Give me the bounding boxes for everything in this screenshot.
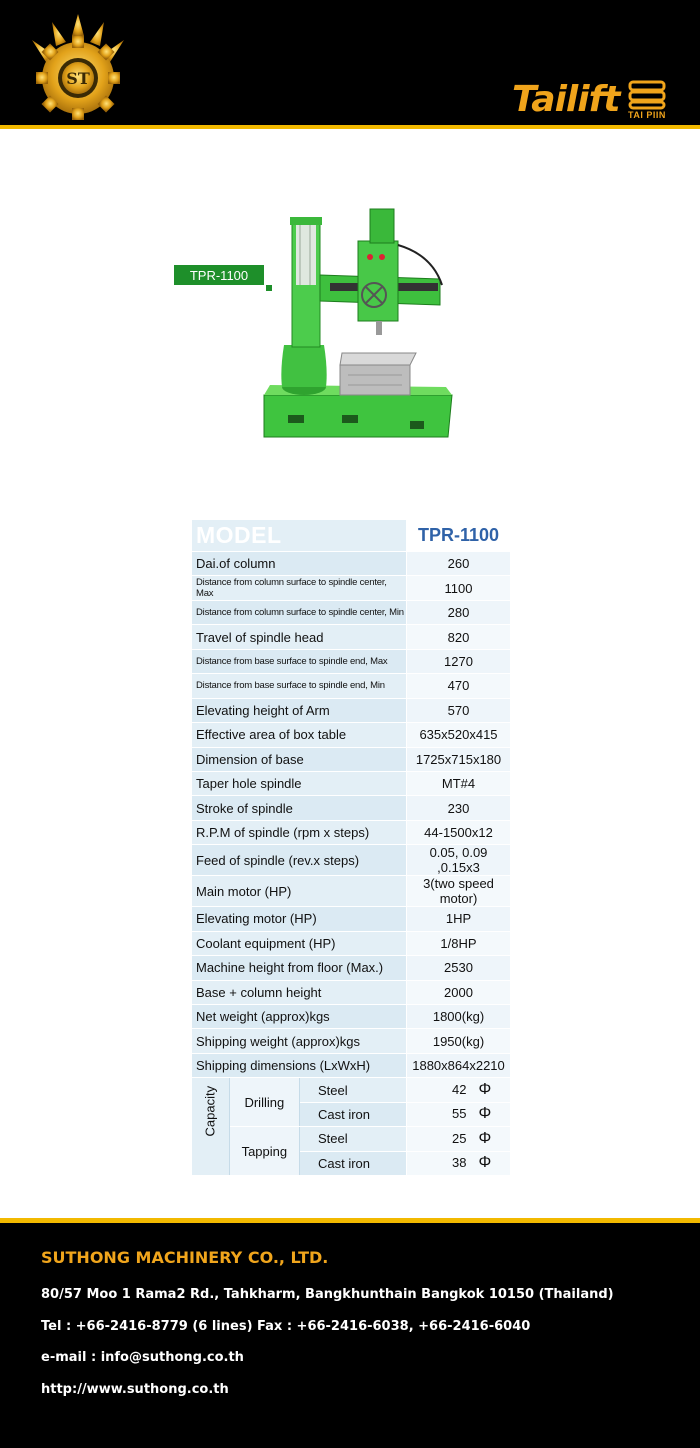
spec-value: 44-1500x12 <box>407 820 511 844</box>
header-divider <box>0 125 700 129</box>
capacity-material: Steel <box>299 1127 406 1151</box>
spec-row <box>192 698 511 722</box>
capacity-row <box>192 1127 511 1151</box>
spec-row <box>192 845 511 876</box>
spec-value: 1100 <box>407 576 511 600</box>
spec-row <box>192 625 511 649</box>
spec-row <box>192 1005 511 1029</box>
spec-value: MT#4 <box>407 771 511 795</box>
spec-value: 2000 <box>407 980 511 1004</box>
spec-label: Distance from base surface to spindle end, Min <box>192 674 407 698</box>
spec-label: Elevating height of Arm <box>192 698 407 722</box>
model-tag-label: TPR-1100 <box>189 268 249 283</box>
spec-value: 1725x715x180 <box>407 747 511 771</box>
spec-value: 1950(kg) <box>407 1029 511 1053</box>
diameter-icon: Φ <box>478 1105 492 1123</box>
diameter-icon: Φ <box>478 1154 492 1172</box>
spec-label: Net weight (approx)kgs <box>192 1005 407 1029</box>
spec-value: 2530 <box>407 956 511 980</box>
spec-label: Dimension of base <box>192 747 407 771</box>
capacity-material: Steel <box>299 1078 406 1102</box>
radial-drill-machine-image <box>170 205 470 450</box>
spec-row <box>192 907 511 931</box>
spec-value: 280 <box>407 600 511 624</box>
spec-row <box>192 771 511 795</box>
spec-row <box>192 796 511 820</box>
capacity-number: 25 <box>452 1130 467 1146</box>
capacity-value <box>407 1151 511 1175</box>
capacity-label: Capacity <box>202 1086 218 1137</box>
capacity-value <box>407 1078 511 1102</box>
capacity-label-cell <box>192 1078 230 1176</box>
spec-row <box>192 576 511 600</box>
spec-label: Elevating motor (HP) <box>192 907 407 931</box>
spec-label: Feed of spindle (rev.x steps) <box>192 845 407 876</box>
company-phone: Tel : +66-2416-8779 (6 lines) Fax : +66-2416-6038, +66-2416-6040 <box>41 1319 531 1334</box>
spec-value: 570 <box>407 698 511 722</box>
tai-piin-mark-icon <box>628 80 666 110</box>
spec-label: Dai.of column <box>192 552 407 576</box>
spec-value: 635x520x415 <box>407 723 511 747</box>
company-logo-icon <box>22 12 134 122</box>
spec-row <box>192 820 511 844</box>
capacity-value <box>407 1127 511 1151</box>
capacity-material: Cast iron <box>299 1151 406 1175</box>
spec-label: Travel of spindle head <box>192 625 407 649</box>
spec-label: Main motor (HP) <box>192 876 407 907</box>
spec-table <box>191 519 511 1176</box>
spec-label: Shipping dimensions (LxWxH) <box>192 1053 407 1077</box>
spec-label: R.P.M of spindle (rpm x steps) <box>192 820 407 844</box>
spec-value: 820 <box>407 625 511 649</box>
spec-value: 230 <box>407 796 511 820</box>
company-address: 80/57 Moo 1 Rama2 Rd., Tahkharm, Bangkhunthain Bangkok 10150 (Thailand) <box>41 1287 614 1302</box>
spec-label: Taper hole spindle <box>192 771 407 795</box>
svg-text:ST: ST <box>66 69 90 88</box>
capacity-number: 38 <box>452 1155 467 1171</box>
spec-label: Coolant equipment (HP) <box>192 931 407 955</box>
spec-label: Distance from column surface to spindle center, Max <box>192 576 407 600</box>
brand-sub: TAI PIIN <box>628 110 666 120</box>
spec-row <box>192 1029 511 1053</box>
spec-row <box>192 674 511 698</box>
brand-name: Tailift <box>512 79 620 120</box>
company-email[interactable]: e-mail : info@suthong.co.th <box>41 1350 244 1365</box>
spec-value: 260 <box>407 552 511 576</box>
spec-label: Stroke of spindle <box>192 796 407 820</box>
capacity-number: 55 <box>452 1106 467 1122</box>
spec-row <box>192 747 511 771</box>
diameter-icon: Φ <box>478 1081 492 1099</box>
model-value: TPR-1100 <box>407 520 511 552</box>
spec-row <box>192 1053 511 1077</box>
tailift-logo <box>512 78 672 124</box>
spec-row <box>192 956 511 980</box>
spec-label: Base + column height <box>192 980 407 1004</box>
capacity-material: Cast iron <box>299 1102 406 1126</box>
capacity-row <box>192 1078 511 1102</box>
capacity-group-tapping: Tapping <box>229 1127 299 1176</box>
capacity-group-drilling: Drilling <box>229 1078 299 1127</box>
spec-row <box>192 931 511 955</box>
spec-row <box>192 723 511 747</box>
spec-label: Effective area of box table <box>192 723 407 747</box>
company-website[interactable]: http://www.suthong.co.th <box>41 1382 229 1397</box>
spec-label: Distance from base surface to spindle end, Max <box>192 649 407 673</box>
spec-row <box>192 600 511 624</box>
spec-label: Machine height from floor (Max.) <box>192 956 407 980</box>
spec-value: 1880x864x2210 <box>407 1053 511 1077</box>
spec-row <box>192 649 511 673</box>
spec-label: Shipping weight (approx)kgs <box>192 1029 407 1053</box>
spec-row <box>192 552 511 576</box>
model-header: MODEL <box>192 520 407 552</box>
spec-value: 1HP <box>407 907 511 931</box>
spec-header-row <box>192 520 511 552</box>
company-name: SUTHONG MACHINERY CO., LTD. <box>41 1248 329 1267</box>
capacity-value <box>407 1102 511 1126</box>
spec-label: Distance from column surface to spindle center, Min <box>192 600 407 624</box>
spec-value: 0.05, 0.09 ,0.15x3 <box>407 845 511 876</box>
spec-value: 1800(kg) <box>407 1005 511 1029</box>
spec-value: 1/8HP <box>407 931 511 955</box>
capacity-number: 42 <box>452 1082 467 1098</box>
spec-row <box>192 876 511 907</box>
diameter-icon: Φ <box>478 1129 492 1147</box>
spec-value: 3(two speed motor) <box>407 876 511 907</box>
spec-value: 1270 <box>407 649 511 673</box>
spec-value: 470 <box>407 674 511 698</box>
spec-row <box>192 980 511 1004</box>
